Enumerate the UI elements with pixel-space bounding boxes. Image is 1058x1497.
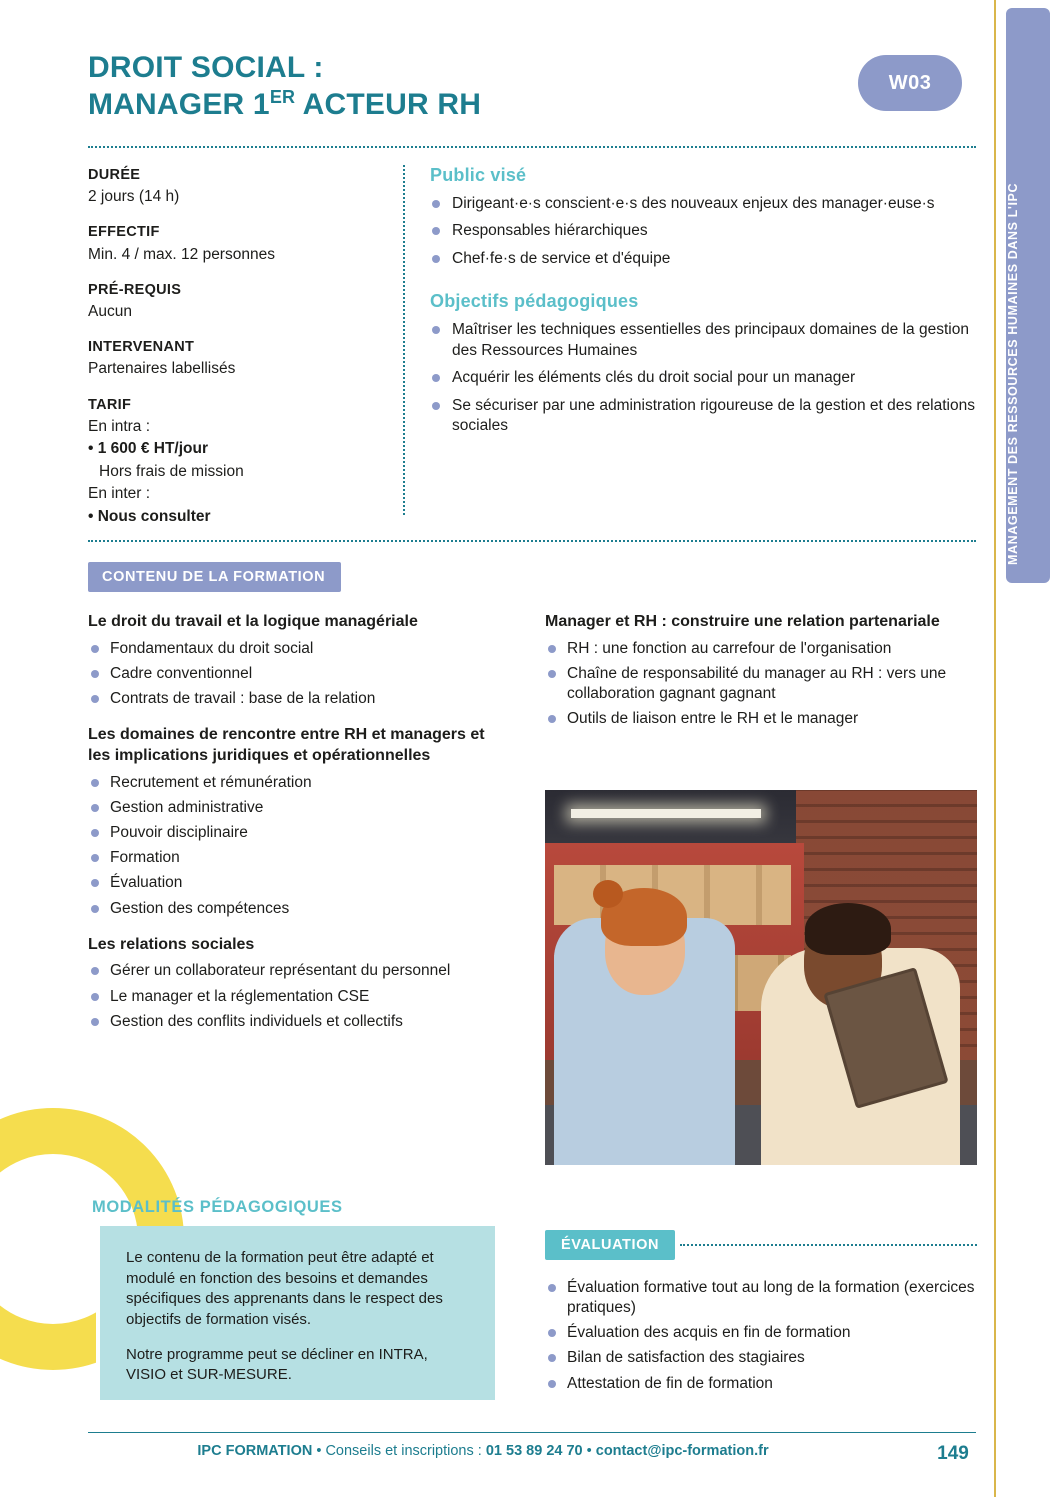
list-item: Évaluation xyxy=(88,873,508,893)
teaching-methods-title: MODALITÉS PÉDAGOGIQUES xyxy=(92,1198,343,1216)
footer-text: • Conseils et inscriptions : xyxy=(312,1443,486,1459)
course-photo xyxy=(545,790,977,1165)
objectives-heading: Objectifs pédagogiques xyxy=(430,291,639,312)
list-item: Contrats de travail : base de la relation xyxy=(88,689,508,709)
list-item: Se sécuriser par une administration rigoureuse de la gestion et des relations sociales xyxy=(430,396,978,437)
price-inter-label: En inter : xyxy=(88,485,151,503)
page-edge-rule xyxy=(994,0,996,1497)
audience-heading: Public visé xyxy=(430,165,527,185)
list-item: Responsables hiérarchiques xyxy=(430,221,978,241)
footer-email[interactable]: contact@ipc-formation.fr xyxy=(595,1443,769,1459)
footer-divider xyxy=(88,1432,976,1433)
content-list xyxy=(88,639,508,709)
footer xyxy=(88,1443,878,1459)
list-item: Évaluation des acquis en fin de formation xyxy=(545,1323,977,1343)
list-item: Le manager et la réglementation CSE xyxy=(88,987,508,1007)
list-item: Cadre conventionnel xyxy=(88,664,508,684)
list-item: Gestion des compétences xyxy=(88,899,508,919)
page-title-line1: DROIT SOCIAL : xyxy=(88,51,324,84)
page-title-line2-b: ACTEUR RH xyxy=(295,87,482,121)
duration-value: 2 jours (14 h) xyxy=(88,188,180,206)
content-list xyxy=(88,773,508,919)
duration-label: DURÉE xyxy=(88,167,141,183)
headcount-label: EFFECTIF xyxy=(88,224,160,241)
list-item: Fondamentaux du droit social xyxy=(88,639,508,659)
price-label: TARIF xyxy=(88,396,132,413)
list-item: Chef·fe·s de service et d'équipe xyxy=(430,249,978,269)
page-title xyxy=(88,50,728,123)
footer-phone[interactable]: 01 53 89 24 70 xyxy=(485,1443,583,1459)
course-code-badge: W03 xyxy=(858,55,962,111)
content-band: CONTENU DE LA FORMATION xyxy=(88,562,341,592)
trainer-value: Partenaires labellisés xyxy=(88,360,236,378)
list-item: Outils de liaison entre le RH et le manager xyxy=(545,709,977,729)
teaching-methods-box xyxy=(100,1226,495,1400)
list-item: Gestion administrative xyxy=(88,798,508,818)
list-item: Évaluation formative tout au long de la formation (exercices pratiques) xyxy=(545,1278,977,1318)
footer-brand: IPC FORMATION xyxy=(197,1443,313,1459)
photo-person-left-bun xyxy=(593,880,623,908)
content-left-column xyxy=(88,612,508,1037)
list-item: Dirigeant·e·s conscient·e·s des nouveaux enjeux des manager·euse·s xyxy=(430,194,978,214)
price-intra-note: Hors frais de mission xyxy=(99,462,244,480)
page-title-line2 xyxy=(88,87,728,124)
evaluation-list xyxy=(545,1278,977,1399)
objectives-list xyxy=(430,320,978,436)
list-item: Formation xyxy=(88,848,508,868)
audience-objectives-block xyxy=(430,165,978,444)
audience-list xyxy=(430,194,978,269)
divider-top xyxy=(88,146,976,148)
content-heading: Le droit du travail et la logique managériale xyxy=(88,613,418,630)
list-item: Maîtriser les techniques essentielles des principaux domaines de la gestion des Ressources Humaines xyxy=(430,320,978,361)
headcount-value: Min. 4 / max. 12 personnes xyxy=(88,245,275,263)
evaluation-band: ÉVALUATION xyxy=(545,1230,675,1260)
page-number: 149 xyxy=(937,1443,969,1464)
list-item: Chaîne de responsabilité du manager au RH : vers une collaboration gagnant gagnant xyxy=(545,664,977,704)
list-item: Recrutement et rémunération xyxy=(88,773,508,793)
list-item: Acquérir les éléments clés du droit social pour un manager xyxy=(430,368,978,388)
content-heading: Manager et RH : construire une relation partenariale xyxy=(545,613,940,630)
teaching-methods-paragraph-1: Le contenu de la formation peut être adapté et modulé en fonction des besoins et demandes spécifiques des apprenants dans le respect des objectifs de formation visés. xyxy=(126,1249,443,1329)
footer-separator: • xyxy=(582,1443,596,1459)
evaluation-divider xyxy=(680,1244,977,1246)
prerequisites-value: Aucun xyxy=(88,302,132,320)
photo-ceiling-lamp xyxy=(571,809,761,818)
list-item: Gérer un collaborateur représentant du personnel xyxy=(88,961,508,981)
list-item: RH : une fonction au carrefour de l'organisation xyxy=(545,639,977,659)
trainer-label: INTERVENANT xyxy=(88,339,195,356)
content-list xyxy=(545,639,977,730)
price-inter-value: • Nous consulter xyxy=(88,507,211,525)
teaching-methods-paragraph-2: Notre programme peut se décliner en INTRA, VISIO et SUR-MESURE. xyxy=(126,1345,428,1384)
price-intra-label: En intra : xyxy=(88,417,151,435)
page-title-line2-a: MANAGER 1 xyxy=(88,87,270,121)
list-item: Attestation de fin de formation xyxy=(545,1374,977,1394)
price-intra-value: • 1 600 € HT/jour xyxy=(88,440,208,458)
vertical-divider xyxy=(403,165,405,515)
content-right-column xyxy=(545,612,977,734)
section-tab xyxy=(1006,8,1050,583)
photo-person-right-hair xyxy=(805,903,891,955)
list-item: Pouvoir disciplinaire xyxy=(88,823,508,843)
divider-middle xyxy=(88,540,976,542)
list-item: Bilan de satisfaction des stagiaires xyxy=(545,1348,977,1368)
prerequisites-label: PRÉ-REQUIS xyxy=(88,281,182,298)
list-item: Gestion des conflits individuels et collectifs xyxy=(88,1012,508,1032)
content-heading: Les relations sociales xyxy=(88,935,255,953)
section-tab-label: MANAGEMENT DES RESSOURCES HUMAINES DANS L'IPC xyxy=(1006,182,1020,565)
content-list xyxy=(88,961,508,1031)
content-heading: Les domaines de rencontre entre RH et managers et les implications juridiques et opérationnelles xyxy=(88,726,485,765)
page-title-ordinal: ER xyxy=(269,86,296,107)
course-info-block xyxy=(88,165,388,528)
